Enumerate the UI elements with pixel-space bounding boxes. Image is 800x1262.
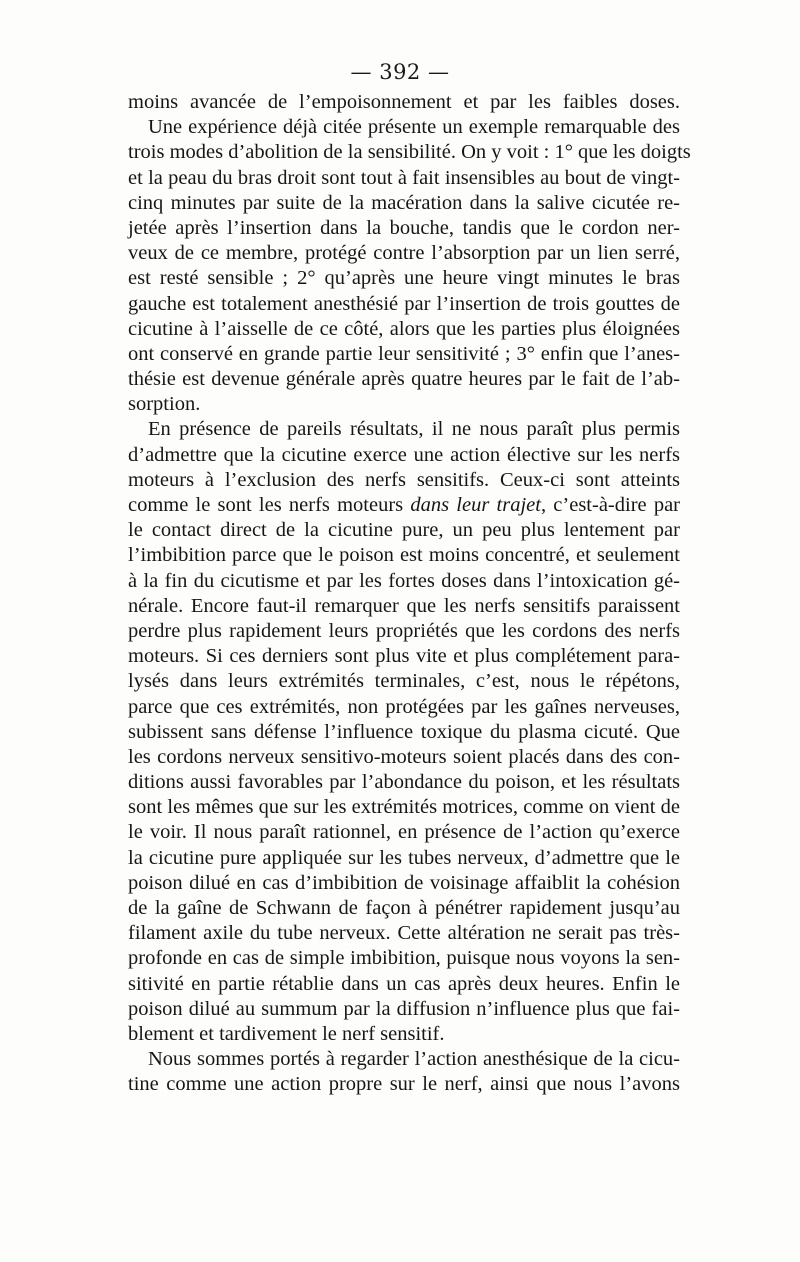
body-text (128, 90, 691, 1098)
text-line: moins avancée de l’empoisonnement et par les faibles doses. (128, 91, 680, 113)
text-line: blement et tardivement le nerf sensitif. (128, 1022, 445, 1045)
text-line: Nous sommes portés à regarder l’action anesthésique de la cicu- (148, 1048, 680, 1071)
text-line: tine comme une action propre sur le nerf, ainsi que nous l’avons (128, 1073, 680, 1096)
text-line: poison dilué au summum par la diffusion n’influence plus que fai- (128, 997, 680, 1020)
text-line: lysés dans leurs extrémités terminales, c’est, nous le répétons, (128, 670, 680, 693)
text-line: l’imbibition parce que le poison est moins concentré, et seulement (128, 544, 680, 567)
text-line: cinq minutes par suite de la macération dans la salive cicutée re- (128, 191, 680, 214)
text-line: la cicutine pure appliquée sur les tubes nerveux, d’admettre que le (128, 846, 680, 869)
text-line: gauche est totalement anesthésié par l’insertion de trois gouttes de (128, 292, 680, 315)
text-line: cicutine à l’aisselle de ce côté, alors que les parties plus éloignées (128, 317, 680, 340)
text-line: trois modes d’abolition de la sensibilité. On y voit : 1° que les doigts (128, 141, 691, 164)
text-line: poison dilué en cas d’imbibition de voisinage affaiblit la cohésion (128, 871, 680, 894)
page-number: — 392 — (350, 60, 450, 84)
text-line: profonde en cas de simple imbibition, puisque nous voyons la sen- (128, 947, 680, 970)
text-line: ont conservé en grande partie leur sensitivité ; 3° enfin que l’anes- (128, 342, 680, 365)
text-line: sitivité en partie rétablie dans un cas après deux heures. Enfin le (128, 972, 680, 995)
text-line: Une expérience déjà citée présente un exemple remarquable des (148, 116, 680, 139)
text-line: nérale. Encore faut-il remarquer que les nerfs sensitifs paraissent (128, 594, 680, 617)
text-line: sorption. (128, 393, 201, 416)
text-line: de la gaîne de Schwann de façon à pénétrer rapidement jusqu’au (128, 897, 680, 919)
text-line: veux de ce membre, protégé contre l’absorption par un lien serré, (128, 242, 680, 265)
text-line: comme le sont les nerfs moteurs dans leur trajet, c’est-à-dire par (128, 494, 681, 516)
text-line: En présence de pareils résultats, il ne nous paraît plus permis (148, 418, 680, 441)
text-line: est resté sensible ; 2° qu’après une heure vingt minutes le bras (128, 267, 680, 290)
text-line: les cordons nerveux sensitivo-moteurs soient placés dans des con- (128, 745, 680, 768)
text-line: et la peau du bras droit sont tout à fait insensibles au bout de vingt- (128, 166, 680, 189)
text-line: perdre plus rapidement leurs propriétés que les cordons des nerfs (128, 619, 680, 642)
text-line: d’admettre que la cicutine exerce une action élective sur les nerfs (128, 443, 680, 466)
text-line: le contact direct de la cicutine pure, un peu plus lentement par (128, 519, 680, 542)
text-line: thésie est devenue générale après quatre heures par le fait de l’ab- (128, 368, 680, 391)
text-line: moteurs à l’exclusion des nerfs sensitifs. Ceux-ci sont atteints (128, 468, 680, 491)
text-line: jetée après l’insertion dans la bouche, tandis que le cordon ner- (128, 216, 680, 239)
italic-phrase: dans leur trajet (410, 494, 541, 516)
text-line: parce que ces extrémités, non protégées par les gaînes nerveuses, (128, 695, 680, 718)
text-line: filament axile du tube nerveux. Cette altération ne serait pas très- (128, 922, 680, 945)
text-line: ditions aussi favorables par l’abondance du poison, et les résultats (128, 771, 680, 794)
text-line: subissent sans défense l’influence toxique du plasma cicuté. Que (128, 720, 680, 743)
text-line: moteurs. Si ces derniers sont plus vite et plus complétement para- (128, 645, 680, 668)
text-line: sont les mêmes que sur les extrémités motrices, comme on vient de (128, 796, 680, 819)
text-line: à la fin du cicutisme et par les fortes doses dans l’intoxication gé- (128, 569, 680, 592)
text-line: le voir. Il nous paraît rationnel, en présence de l’action qu’exerce (128, 821, 680, 844)
